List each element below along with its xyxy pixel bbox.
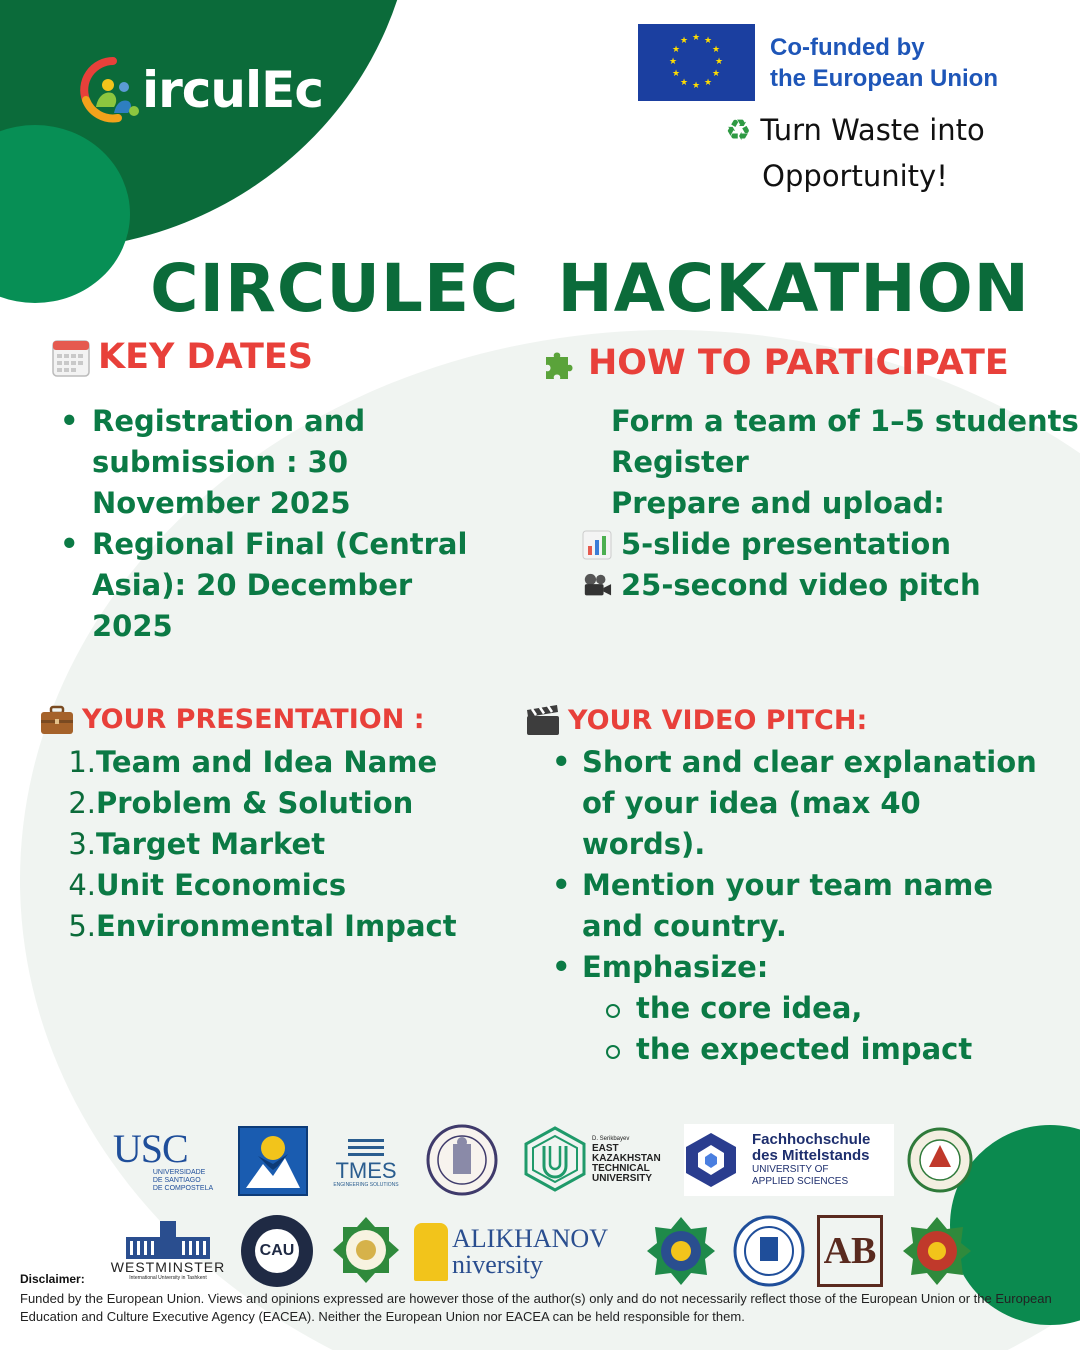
fhm-line: UNIVERSITY OF — [752, 1164, 829, 1175]
eu-line-2: the European Union — [770, 64, 998, 92]
ekstu-small: D. Serikbayev — [592, 1136, 630, 1142]
usc-line: UNIVERSIDADE — [152, 1169, 206, 1176]
tmes-logo — [330, 1130, 402, 1196]
list-number: 3. — [68, 827, 96, 861]
key-dates-heading-text: KEY DATES — [98, 337, 313, 377]
cau-mark: CAU — [259, 1242, 295, 1259]
list-number: 5. — [68, 909, 96, 943]
how-to-participate-list — [582, 401, 1077, 606]
disclaimer-label: Disclaimer: — [20, 1272, 85, 1286]
tmes-sub: ENGINEERING SOLUTIONS — [333, 1181, 399, 1188]
blue-ring-seal-logo — [732, 1214, 806, 1288]
list-item — [62, 742, 492, 783]
usc-line: DE COMPOSTELA — [152, 1185, 214, 1192]
key-dates-list — [60, 401, 480, 647]
video-pitch-sublist — [582, 988, 1052, 1070]
list-item — [62, 783, 492, 824]
fhm-logo — [684, 1124, 894, 1196]
tagline-text: Turn Waste into Opportunity! — [760, 113, 985, 193]
westminster-sub: International University in Tashkent — [129, 1275, 207, 1281]
ekstu-line: KAZAKHSTAN — [592, 1153, 661, 1164]
recycle-icon: ♻ — [725, 113, 752, 147]
list-item — [582, 524, 1077, 565]
university-seal-logo — [426, 1124, 498, 1196]
fhm-emblem — [684, 1131, 738, 1189]
ekstu-logo — [522, 1124, 672, 1194]
list-item — [552, 947, 1052, 1070]
tmes-name: TMES — [335, 1157, 397, 1183]
ab-mark: AB — [823, 1230, 877, 1272]
list-item: • Registration and submission : 30 November 2025 — [60, 401, 480, 524]
usc-line: DE SANTIAGO — [152, 1177, 201, 1184]
list-text: Target Market — [96, 827, 326, 861]
list-number: 1. — [68, 745, 96, 779]
list-text: Problem & Solution — [96, 786, 414, 820]
ekstu-line: UNIVERSITY — [592, 1173, 653, 1184]
page-title: CIRCULEC HACKATHON — [150, 250, 1030, 327]
list-text: Unit Economics — [96, 868, 347, 902]
usc-mark: USC — [112, 1126, 188, 1171]
list-item: Prepare and upload: — [611, 486, 945, 520]
list-text: Environmental Impact — [96, 909, 457, 943]
list-text: Emphasize: — [582, 950, 769, 984]
list-item: • Mention your team name and country. — [552, 865, 1052, 947]
eu-line-1: Co-funded by — [770, 33, 925, 61]
circulec-logo — [78, 55, 323, 125]
how-to-participate-heading-text: HOW TO PARTICIPATE — [588, 343, 1009, 383]
fhm-line: APPLIED SCIENCES — [752, 1176, 849, 1187]
cau-logo — [240, 1214, 314, 1288]
puzzle-icon — [540, 343, 580, 383]
sub-list-item: the core idea, — [582, 988, 1052, 1029]
presentation-heading-text: YOUR PRESENTATION : — [82, 704, 425, 735]
logo-text: irculEc — [142, 61, 323, 119]
alikhanov-line: niversity — [452, 1250, 543, 1279]
fhm-line: des Mittelstands — [752, 1147, 870, 1164]
usc-logo — [108, 1126, 218, 1196]
list-text: Team and Idea Name — [96, 745, 438, 779]
eu-cofunded-text — [770, 32, 998, 94]
westminster-name: WESTMINSTER — [110, 1259, 226, 1275]
ab-logo — [816, 1214, 884, 1288]
fhm-line: Fachhochschule — [752, 1131, 871, 1148]
bar-chart-icon — [582, 530, 612, 560]
clapperboard-icon — [526, 704, 560, 736]
mountain-eagle-logo — [238, 1126, 308, 1196]
eu-flag-icon: ★ ★ ★ ★ ★ ★ ★ ★ ★ ★ ★ ★ — [638, 24, 755, 101]
ornament-seal-logo — [330, 1214, 402, 1286]
ekstu-emblem — [522, 1126, 588, 1192]
list-item — [62, 865, 492, 906]
ekstu-line: TECHNICAL — [592, 1163, 650, 1174]
list-item — [62, 906, 492, 947]
upload-item-text: 5-slide presentation — [621, 527, 951, 561]
video-pitch-list — [552, 742, 1052, 1070]
briefcase-icon — [40, 705, 74, 735]
presentation-heading — [40, 704, 425, 735]
list-item: • Regional Final (Central Asia): 20 December 2025 — [60, 524, 480, 647]
turkmen-university-seal-logo — [906, 1124, 974, 1196]
alikhanov-line: ALIKHANOV — [452, 1224, 608, 1253]
disclaimer-text: Funded by the European Union. Views and opinions expressed are however those of the author(s) only and do not necessarily reflect those of the European Union or the European Education and Culture Executive Agency (EACEA). Neither the European Union nor EACEA can be held responsible for them. — [20, 1291, 1052, 1324]
upload-item-text: 25-second video pitch — [621, 568, 981, 602]
eu-cofunded-badge — [638, 24, 998, 101]
circulec-logo-icon — [78, 55, 148, 125]
westminster-logo — [108, 1214, 228, 1286]
tagline — [690, 107, 1020, 199]
calendar-icon — [52, 337, 90, 377]
green-star-seal-logo — [644, 1214, 718, 1288]
list-item: Register — [611, 445, 749, 479]
key-dates-heading — [52, 337, 313, 377]
red-emblem-seal-logo — [900, 1214, 974, 1288]
video-pitch-heading — [526, 704, 867, 736]
list-item: Form a team of 1–5 students — [611, 404, 1079, 438]
list-item: • Short and clear explanation of your idea (max 40 words). — [552, 742, 1052, 865]
list-number: 4. — [68, 868, 96, 902]
video-pitch-heading-text: YOUR VIDEO PITCH: — [568, 704, 868, 736]
list-item — [582, 565, 1077, 606]
presentation-list — [62, 742, 492, 947]
ekstu-line: EAST — [592, 1143, 619, 1154]
alikhanov-logo — [414, 1220, 632, 1284]
sub-list-item: the expected impact — [582, 1029, 1052, 1070]
video-camera-icon — [582, 571, 612, 601]
westminster-building-icon — [122, 1219, 214, 1259]
list-item — [62, 824, 492, 865]
how-to-participate-heading — [540, 343, 1009, 383]
list-number: 2. — [68, 786, 96, 820]
